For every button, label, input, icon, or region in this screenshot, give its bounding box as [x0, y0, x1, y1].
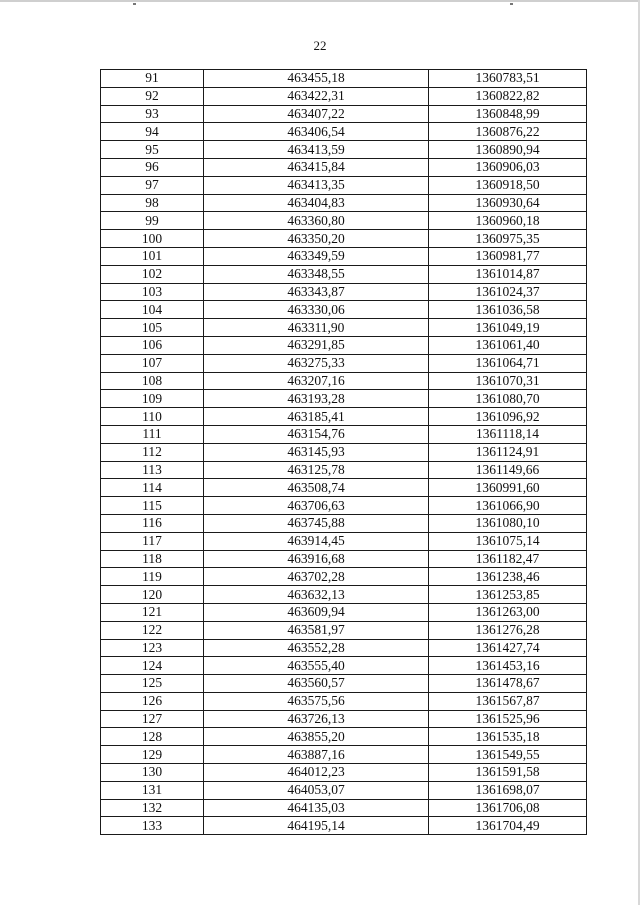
y-coordinate-cell: 1361263,00 [429, 603, 587, 621]
table-row [101, 265, 587, 283]
y-coordinate-cell: 1361591,58 [429, 764, 587, 782]
y-coordinate-cell: 1361080,10 [429, 514, 587, 532]
point-number-cell: 133 [101, 817, 204, 835]
point-number-cell: 111 [101, 425, 204, 443]
x-coordinate-cell: 463455,18 [204, 70, 429, 88]
x-coordinate-cell: 464053,07 [204, 781, 429, 799]
x-coordinate-cell: 463185,41 [204, 408, 429, 426]
x-coordinate-cell: 463413,59 [204, 141, 429, 159]
table-row [101, 675, 587, 693]
table-row [101, 390, 587, 408]
point-number-cell: 130 [101, 764, 204, 782]
y-coordinate-cell: 1361535,18 [429, 728, 587, 746]
point-number-cell: 125 [101, 675, 204, 693]
table-row [101, 87, 587, 105]
point-number-cell: 94 [101, 123, 204, 141]
point-number-cell: 96 [101, 158, 204, 176]
y-coordinate-cell: 1360848,99 [429, 105, 587, 123]
y-coordinate-cell: 1361080,70 [429, 390, 587, 408]
y-coordinate-cell: 1361525,96 [429, 710, 587, 728]
point-number-cell: 114 [101, 479, 204, 497]
point-number-cell: 113 [101, 461, 204, 479]
point-number-cell: 124 [101, 657, 204, 675]
x-coordinate-cell: 463360,80 [204, 212, 429, 230]
point-number-cell: 117 [101, 532, 204, 550]
y-coordinate-cell: 1360906,03 [429, 158, 587, 176]
point-number-cell: 129 [101, 746, 204, 764]
y-coordinate-cell: 1360991,60 [429, 479, 587, 497]
y-coordinate-cell: 1361453,16 [429, 657, 587, 675]
y-coordinate-cell: 1361704,49 [429, 817, 587, 835]
point-number-cell: 98 [101, 194, 204, 212]
table-row [101, 657, 587, 675]
y-coordinate-cell: 1361549,55 [429, 746, 587, 764]
x-coordinate-cell: 463555,40 [204, 657, 429, 675]
point-number-cell: 116 [101, 514, 204, 532]
point-number-cell: 119 [101, 568, 204, 586]
point-number-cell: 131 [101, 781, 204, 799]
table-row [101, 105, 587, 123]
table-row [101, 497, 587, 515]
x-coordinate-cell: 463726,13 [204, 710, 429, 728]
y-coordinate-cell: 1360822,82 [429, 87, 587, 105]
table-row [101, 123, 587, 141]
point-number-cell: 106 [101, 336, 204, 354]
y-coordinate-cell: 1360960,18 [429, 212, 587, 230]
x-coordinate-cell: 463330,06 [204, 301, 429, 319]
point-number-cell: 93 [101, 105, 204, 123]
y-coordinate-cell: 1360975,35 [429, 230, 587, 248]
y-coordinate-cell: 1361276,28 [429, 621, 587, 639]
table-row [101, 621, 587, 639]
y-coordinate-cell: 1361061,40 [429, 336, 587, 354]
scan-artifact [133, 3, 136, 5]
point-number-cell: 103 [101, 283, 204, 301]
x-coordinate-cell: 463145,93 [204, 443, 429, 461]
x-coordinate-cell: 463560,57 [204, 675, 429, 693]
x-coordinate-cell: 463415,84 [204, 158, 429, 176]
x-coordinate-cell: 463406,54 [204, 123, 429, 141]
y-coordinate-cell: 1360918,50 [429, 176, 587, 194]
x-coordinate-cell: 463914,45 [204, 532, 429, 550]
y-coordinate-cell: 1361698,07 [429, 781, 587, 799]
table-row [101, 532, 587, 550]
table-row [101, 247, 587, 265]
y-coordinate-cell: 1361024,37 [429, 283, 587, 301]
point-number-cell: 109 [101, 390, 204, 408]
table-row [101, 817, 587, 835]
x-coordinate-cell: 463125,78 [204, 461, 429, 479]
point-number-cell: 122 [101, 621, 204, 639]
point-number-cell: 95 [101, 141, 204, 159]
x-coordinate-cell: 463916,68 [204, 550, 429, 568]
x-coordinate-cell: 463349,59 [204, 247, 429, 265]
table-row [101, 586, 587, 604]
y-coordinate-cell: 1361066,90 [429, 497, 587, 515]
scan-artifact [510, 3, 513, 5]
table-row [101, 639, 587, 657]
x-coordinate-cell: 463275,33 [204, 354, 429, 372]
y-coordinate-cell: 1361478,67 [429, 675, 587, 693]
table-row [101, 603, 587, 621]
x-coordinate-cell: 463575,56 [204, 692, 429, 710]
y-coordinate-cell: 1361036,58 [429, 301, 587, 319]
point-number-cell: 112 [101, 443, 204, 461]
table-row [101, 550, 587, 568]
table-row [101, 158, 587, 176]
point-number-cell: 92 [101, 87, 204, 105]
y-coordinate-cell: 1361706,08 [429, 799, 587, 817]
table-row [101, 176, 587, 194]
point-number-cell: 128 [101, 728, 204, 746]
point-number-cell: 110 [101, 408, 204, 426]
table-row [101, 301, 587, 319]
x-coordinate-cell: 463706,63 [204, 497, 429, 515]
table-row [101, 319, 587, 337]
coordinates-table-body [101, 70, 587, 835]
point-number-cell: 120 [101, 586, 204, 604]
table-row [101, 710, 587, 728]
y-coordinate-cell: 1360981,77 [429, 247, 587, 265]
point-number-cell: 97 [101, 176, 204, 194]
table-row [101, 425, 587, 443]
y-coordinate-cell: 1361096,92 [429, 408, 587, 426]
x-coordinate-cell: 463581,97 [204, 621, 429, 639]
x-coordinate-cell: 463404,83 [204, 194, 429, 212]
table-row [101, 514, 587, 532]
x-coordinate-cell: 463348,55 [204, 265, 429, 283]
table-row [101, 354, 587, 372]
page-number: 22 [313, 38, 327, 53]
y-coordinate-cell: 1360876,22 [429, 123, 587, 141]
x-coordinate-cell: 463508,74 [204, 479, 429, 497]
point-number-cell: 127 [101, 710, 204, 728]
x-coordinate-cell: 463422,31 [204, 87, 429, 105]
x-coordinate-cell: 463193,28 [204, 390, 429, 408]
table-row [101, 230, 587, 248]
table-row [101, 764, 587, 782]
table-row [101, 70, 587, 88]
x-coordinate-cell: 463855,20 [204, 728, 429, 746]
table-row [101, 746, 587, 764]
x-coordinate-cell: 464012,23 [204, 764, 429, 782]
x-coordinate-cell: 463407,22 [204, 105, 429, 123]
table-row [101, 372, 587, 390]
point-number-cell: 105 [101, 319, 204, 337]
y-coordinate-cell: 1361049,19 [429, 319, 587, 337]
x-coordinate-cell: 463887,16 [204, 746, 429, 764]
y-coordinate-cell: 1360930,64 [429, 194, 587, 212]
x-coordinate-cell: 463413,35 [204, 176, 429, 194]
table-row [101, 479, 587, 497]
point-number-cell: 100 [101, 230, 204, 248]
point-number-cell: 123 [101, 639, 204, 657]
table-row [101, 141, 587, 159]
x-coordinate-cell: 463350,20 [204, 230, 429, 248]
point-number-cell: 104 [101, 301, 204, 319]
coordinates-table [100, 69, 587, 835]
y-coordinate-cell: 1361427,74 [429, 639, 587, 657]
point-number-cell: 91 [101, 70, 204, 88]
point-number-cell: 118 [101, 550, 204, 568]
y-coordinate-cell: 1361070,31 [429, 372, 587, 390]
point-number-cell: 115 [101, 497, 204, 515]
y-coordinate-cell: 1361238,46 [429, 568, 587, 586]
y-coordinate-cell: 1361075,14 [429, 532, 587, 550]
table-row [101, 568, 587, 586]
table-row [101, 461, 587, 479]
x-coordinate-cell: 463632,13 [204, 586, 429, 604]
y-coordinate-cell: 1361182,47 [429, 550, 587, 568]
x-coordinate-cell: 463311,90 [204, 319, 429, 337]
x-coordinate-cell: 463745,88 [204, 514, 429, 532]
x-coordinate-cell: 463552,28 [204, 639, 429, 657]
y-coordinate-cell: 1361149,66 [429, 461, 587, 479]
x-coordinate-cell: 464195,14 [204, 817, 429, 835]
point-number-cell: 101 [101, 247, 204, 265]
table-row [101, 194, 587, 212]
table-row [101, 692, 587, 710]
scan-top-edge [0, 0, 640, 2]
point-number-cell: 132 [101, 799, 204, 817]
table-row [101, 799, 587, 817]
point-number-cell: 99 [101, 212, 204, 230]
y-coordinate-cell: 1361567,87 [429, 692, 587, 710]
y-coordinate-cell: 1361064,71 [429, 354, 587, 372]
table-row [101, 408, 587, 426]
point-number-cell: 107 [101, 354, 204, 372]
x-coordinate-cell: 463207,16 [204, 372, 429, 390]
x-coordinate-cell: 463609,94 [204, 603, 429, 621]
table-row [101, 443, 587, 461]
x-coordinate-cell: 463343,87 [204, 283, 429, 301]
table-row [101, 728, 587, 746]
point-number-cell: 108 [101, 372, 204, 390]
y-coordinate-cell: 1360783,51 [429, 70, 587, 88]
point-number-cell: 121 [101, 603, 204, 621]
x-coordinate-cell: 464135,03 [204, 799, 429, 817]
y-coordinate-cell: 1360890,94 [429, 141, 587, 159]
point-number-cell: 126 [101, 692, 204, 710]
point-number-cell: 102 [101, 265, 204, 283]
table-row [101, 781, 587, 799]
x-coordinate-cell: 463154,76 [204, 425, 429, 443]
y-coordinate-cell: 1361253,85 [429, 586, 587, 604]
x-coordinate-cell: 463702,28 [204, 568, 429, 586]
y-coordinate-cell: 1361014,87 [429, 265, 587, 283]
x-coordinate-cell: 463291,85 [204, 336, 429, 354]
table-row [101, 336, 587, 354]
y-coordinate-cell: 1361124,91 [429, 443, 587, 461]
table-row [101, 212, 587, 230]
table-row [101, 283, 587, 301]
y-coordinate-cell: 1361118,14 [429, 425, 587, 443]
